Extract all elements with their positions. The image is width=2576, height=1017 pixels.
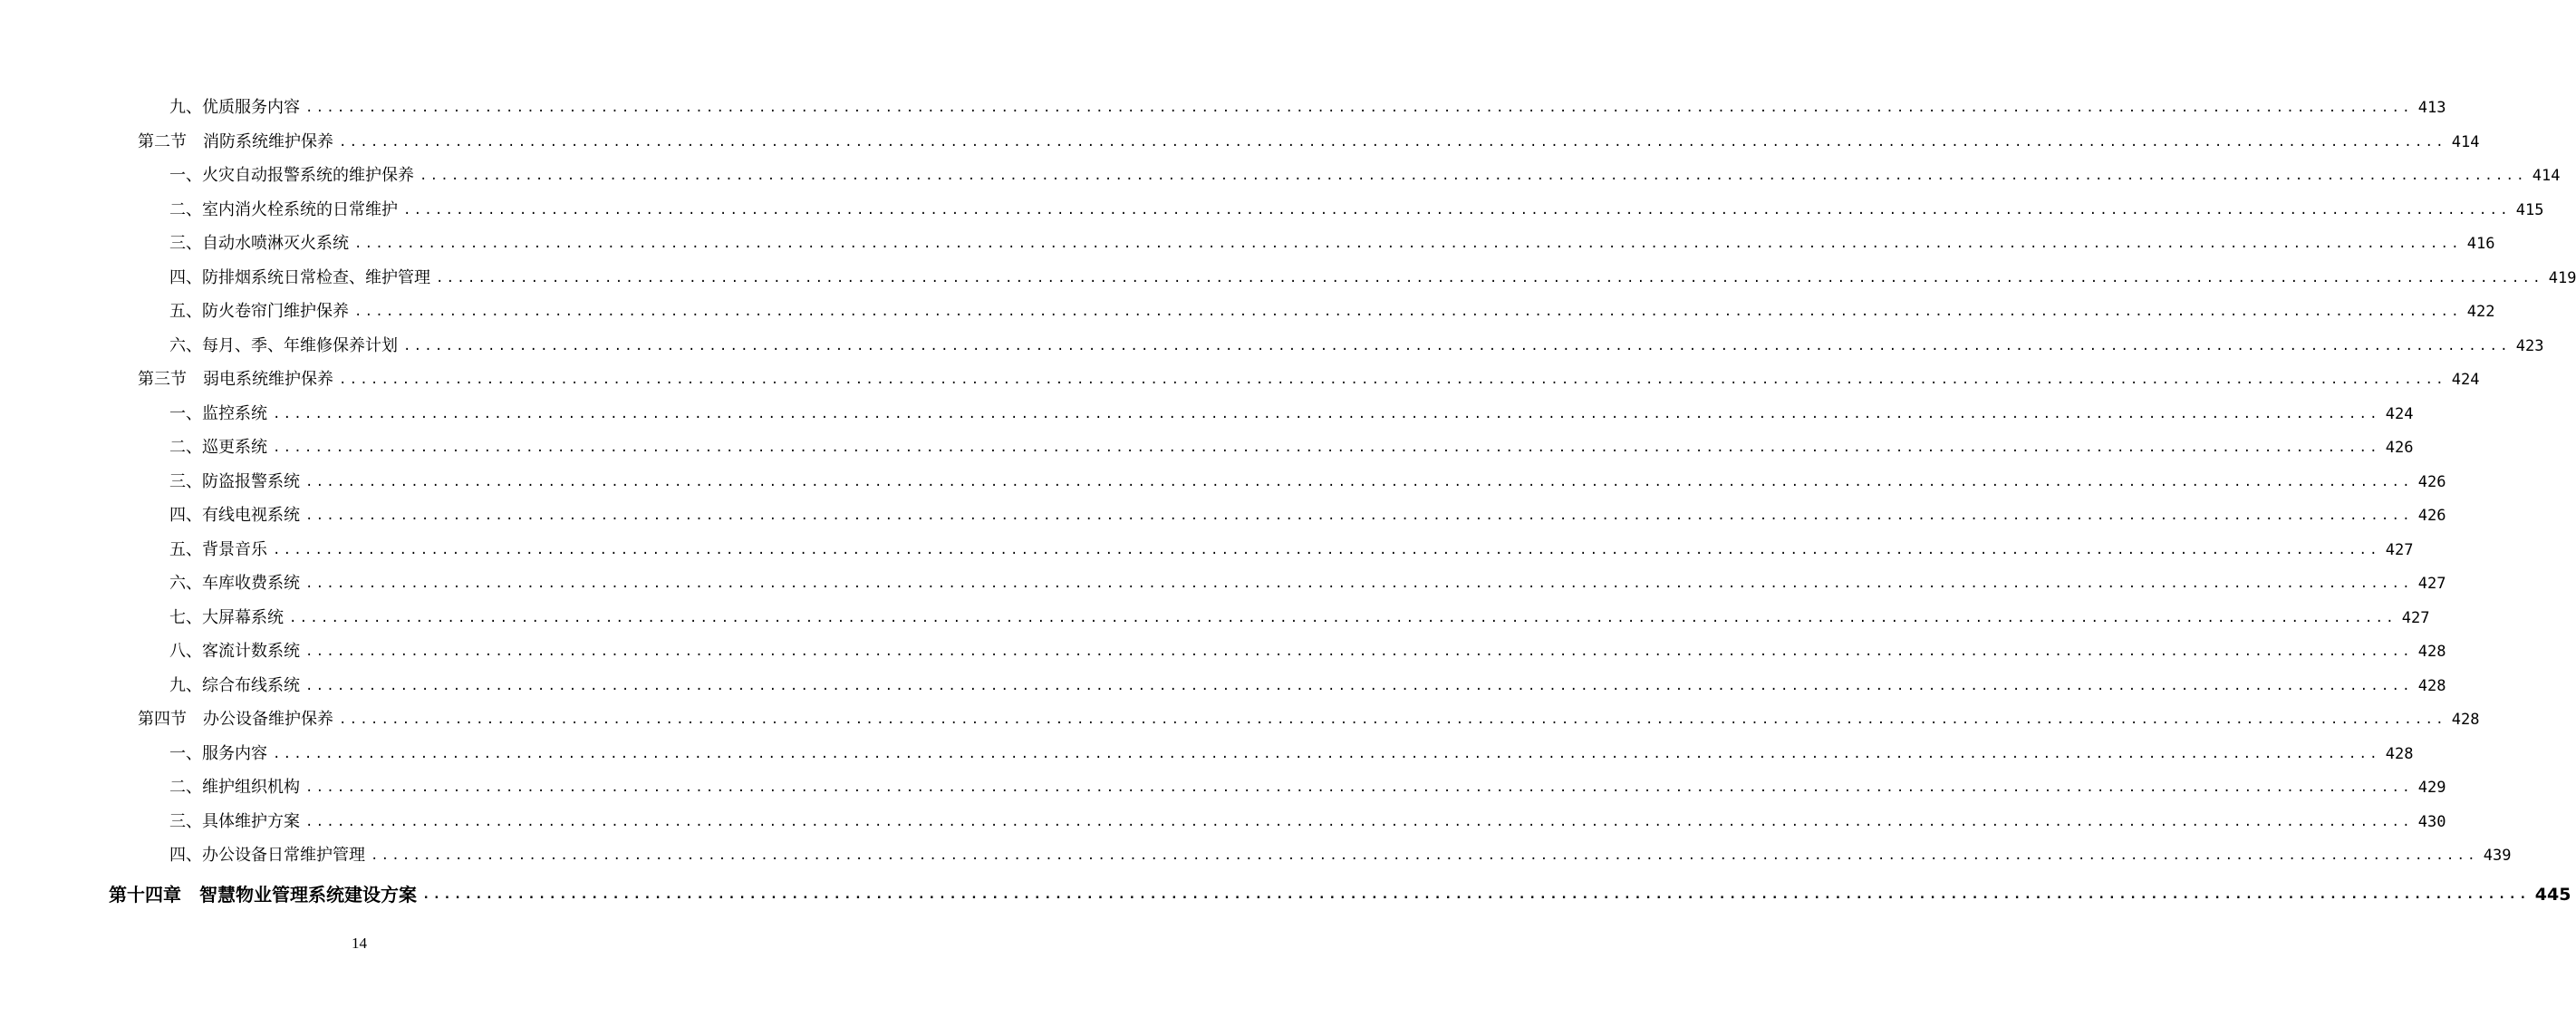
dot-leader: ........................................................................................................................................................................................................ xyxy=(273,542,2380,557)
toc-entry-title: 九、优质服务内容 xyxy=(169,98,300,117)
toc-entry-title: 九、综合布线系统 xyxy=(169,675,300,695)
toc-entry[interactable] xyxy=(0,669,2446,696)
toc-entry[interactable] xyxy=(0,601,2430,628)
toc-entry[interactable] xyxy=(0,125,2480,152)
toc-entry[interactable] xyxy=(0,193,2544,220)
toc-entry[interactable] xyxy=(0,159,2561,186)
toc-entry-title: 一、服务内容 xyxy=(169,743,267,763)
toc-entry-title: 四、办公设备日常维护管理 xyxy=(169,846,365,865)
dot-leader: ........................................................................................................................................................................................................ xyxy=(403,338,2511,354)
toc-entry-page: 429 xyxy=(2417,779,2446,797)
toc-entry-page: 428 xyxy=(2417,643,2446,661)
dot-leader: ........................................................................................................................................................................................................ xyxy=(420,169,2527,183)
dot-leader: ........................................................................................................................................................................................................ xyxy=(289,610,2397,625)
toc-entry-page: 427 xyxy=(2401,608,2430,627)
toc-entry[interactable] xyxy=(0,397,2414,424)
dot-leader: ........................................................................................................................................................................................................ xyxy=(422,887,2530,902)
toc-entry-title: 二、室内消火栓系统的日常维护 xyxy=(169,199,398,219)
toc-entry-title: 三、具体维护方案 xyxy=(169,811,300,831)
toc-entry-title: 第三节 弱电系统维护保养 xyxy=(138,370,333,389)
toc-entry-title: 第四节 办公设备维护保养 xyxy=(138,710,333,729)
dot-leader: ........................................................................................................................................................................................................ xyxy=(305,101,2413,115)
toc-entry[interactable] xyxy=(0,91,2446,118)
dot-leader: ........................................................................................................................................................................................................ xyxy=(273,746,2380,761)
toc-entry-page: 428 xyxy=(2417,676,2446,695)
dot-leader: ........................................................................................................................................................................................................ xyxy=(305,814,2413,829)
toc-entry-title: 一、监控系统 xyxy=(169,403,267,423)
dot-leader: ........................................................................................................................................................................................................ xyxy=(339,712,2446,727)
dot-leader: ........................................................................................................................................................................................................ xyxy=(305,644,2413,659)
toc-entry-title: 四、有线电视系统 xyxy=(169,506,300,525)
toc-entry-title: 第二节 消防系统维护保养 xyxy=(138,131,333,151)
toc-entry-page: 415 xyxy=(2515,200,2544,219)
toc-entry[interactable] xyxy=(0,702,2480,730)
toc-entry[interactable] xyxy=(0,261,2576,288)
toc-entry[interactable] xyxy=(0,872,2571,906)
dot-leader: ........................................................................................................................................................................................................ xyxy=(273,441,2380,455)
toc-entry-page: 414 xyxy=(2451,132,2480,151)
dot-leader: ........................................................................................................................................................................................................ xyxy=(273,406,2380,421)
toc-entry-title: 五、防火卷帘门维护保养 xyxy=(169,302,349,321)
toc-entry-page: 430 xyxy=(2417,812,2446,831)
toc-entry-page: 422 xyxy=(2466,303,2495,321)
toc-entry-page: 426 xyxy=(2417,472,2446,491)
toc-entry[interactable] xyxy=(0,634,2446,662)
toc-entry[interactable] xyxy=(0,295,2495,322)
toc-entry-page: 424 xyxy=(2385,404,2414,423)
dot-leader: ........................................................................................................................................................................................................ xyxy=(305,576,2413,591)
toc-entry-title: 第十四章 智慧物业管理系统建设方案 xyxy=(109,884,417,906)
dot-leader: ........................................................................................................................................................................................................ xyxy=(371,848,2478,863)
toc-entry-page: 427 xyxy=(2385,540,2414,559)
toc-entry-title: 五、背景音乐 xyxy=(169,539,267,559)
dot-leader: ........................................................................................................................................................................................................ xyxy=(339,134,2446,150)
dot-leader: ........................................................................................................................................................................................................ xyxy=(354,305,2462,319)
toc-entry-title: 六、每月、季、年维修保养计划 xyxy=(169,335,398,355)
toc-entry[interactable] xyxy=(0,431,2414,458)
toc-entry-title: 三、自动水喷淋灭火系统 xyxy=(169,234,349,253)
toc-entry-page: 424 xyxy=(2451,371,2480,389)
toc-entry-page: 423 xyxy=(2515,336,2544,355)
dot-leader: ........................................................................................................................................................................................................ xyxy=(354,237,2462,251)
toc-entry-page: 426 xyxy=(2385,439,2414,457)
toc-entry[interactable] xyxy=(0,329,2544,356)
toc-entry-page: 428 xyxy=(2385,744,2414,763)
toc-entry-page: 416 xyxy=(2466,235,2495,253)
toc-entry-title: 二、维护组织机构 xyxy=(169,778,300,797)
toc-entry-page: 445 xyxy=(2534,885,2571,905)
dot-leader: ........................................................................................................................................................................................................ xyxy=(305,678,2413,693)
toc-entry[interactable] xyxy=(0,838,2512,866)
page-number: 14 xyxy=(352,935,367,952)
toc-entry-title: 一、火灾自动报警系统的维护保养 xyxy=(169,166,414,185)
toc-entry[interactable] xyxy=(0,227,2495,254)
toc-entry-title: 四、防排烟系统日常检查、维护管理 xyxy=(169,267,430,287)
toc-entry-title: 三、防盗报警系统 xyxy=(169,471,300,491)
dot-leader: ........................................................................................................................................................................................................ xyxy=(305,474,2413,489)
toc-entry[interactable] xyxy=(0,805,2446,832)
toc-entry-title: 六、车库收费系统 xyxy=(169,574,300,593)
toc-entry-title: 七、大屏幕系统 xyxy=(169,607,284,627)
toc-entry[interactable] xyxy=(0,737,2414,764)
dot-leader: ........................................................................................................................................................................................................ xyxy=(339,373,2446,387)
dot-leader: ........................................................................................................................................................................................................ xyxy=(305,508,2413,523)
toc-entry-title: 二、巡更系统 xyxy=(169,438,267,457)
toc-entry[interactable] xyxy=(0,465,2446,492)
toc-entry[interactable] xyxy=(0,770,2446,798)
dot-leader: ........................................................................................................................................................................................................ xyxy=(403,202,2511,218)
toc-entry-page: 414 xyxy=(2532,167,2561,185)
toc-entry-page: 428 xyxy=(2451,711,2480,729)
dot-leader: ........................................................................................................................................................................................................ xyxy=(436,270,2543,286)
toc-entry[interactable] xyxy=(0,499,2446,526)
toc-entry-page: 426 xyxy=(2417,507,2446,525)
toc-entry-page: 427 xyxy=(2417,575,2446,593)
toc-entry[interactable] xyxy=(0,567,2446,594)
toc-entry-title: 八、客流计数系统 xyxy=(169,642,300,661)
toc-entry[interactable] xyxy=(0,533,2414,560)
toc-entry-page: 413 xyxy=(2417,99,2446,117)
dot-leader: ........................................................................................................................................................................................................ xyxy=(305,780,2413,795)
toc-entry-page: 419 xyxy=(2548,268,2576,287)
toc-entry[interactable] xyxy=(0,363,2480,390)
toc-entry-page: 439 xyxy=(2483,847,2512,865)
